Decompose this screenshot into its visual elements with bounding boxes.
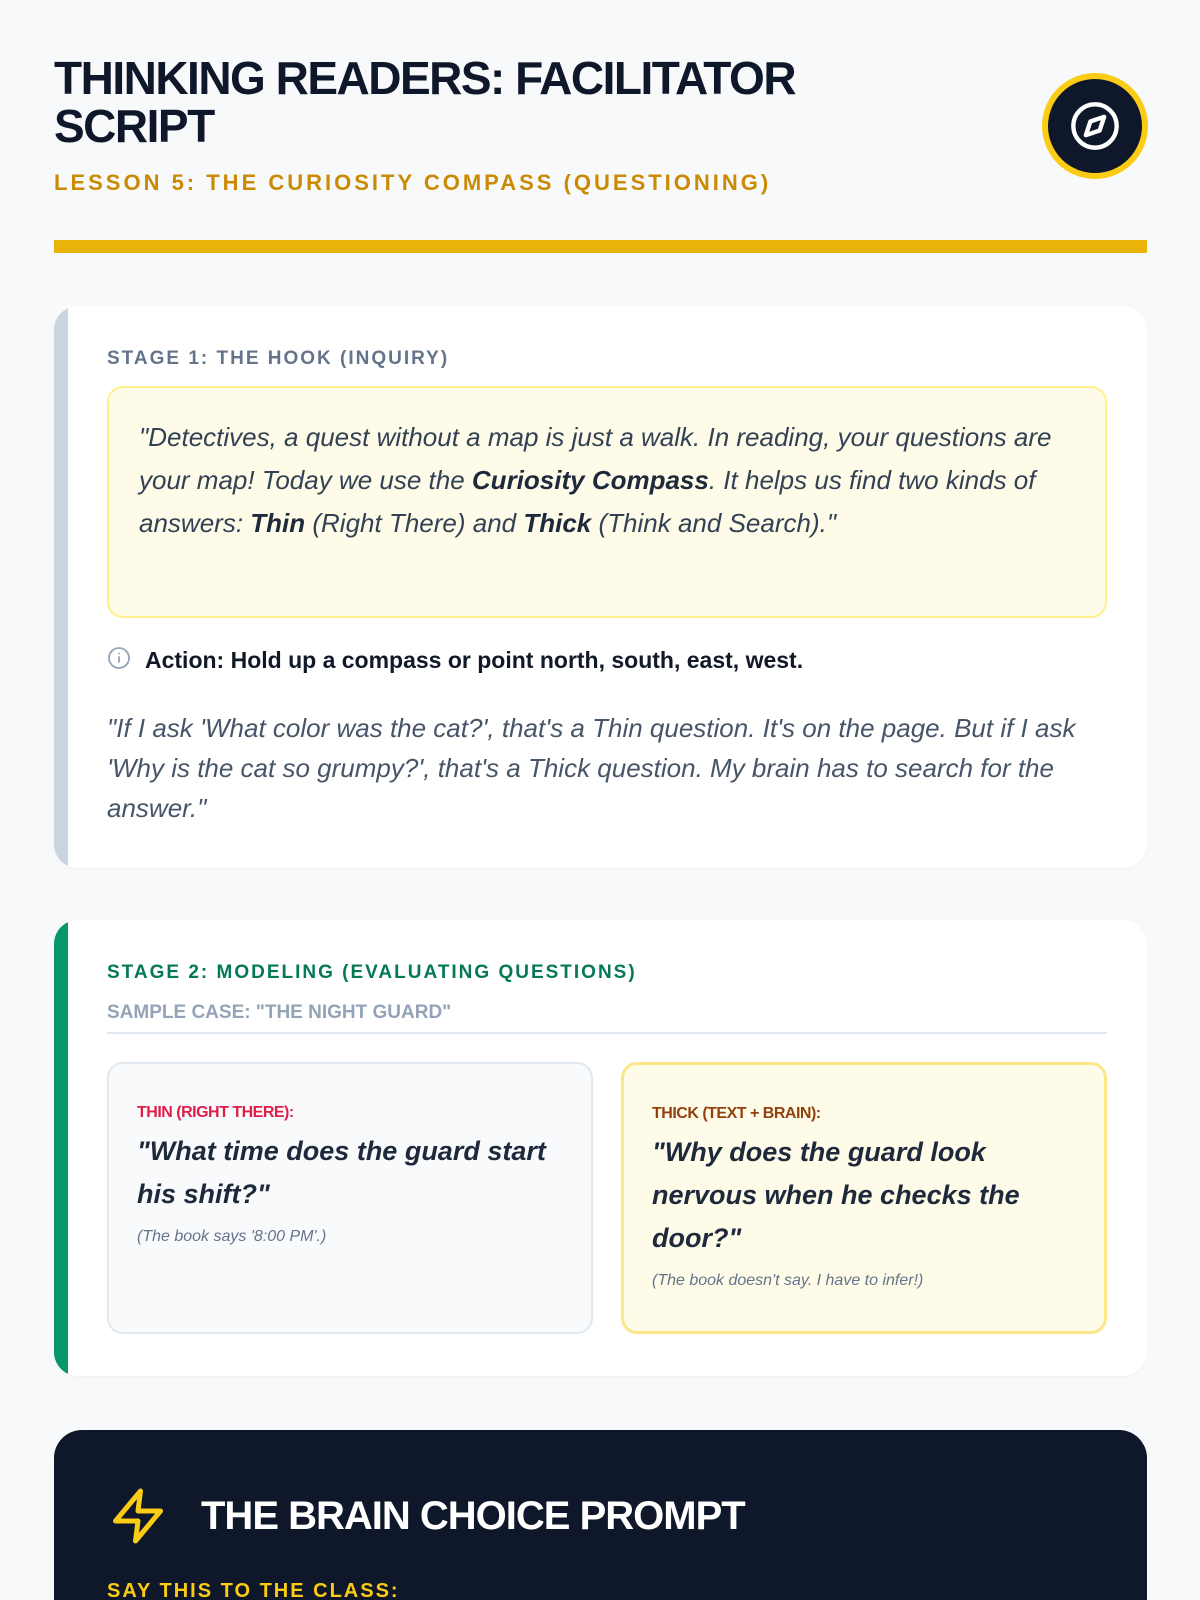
thin-question-box: [107, 1062, 593, 1334]
example-script-quote: "If I ask 'What color was the cat?', that's a Thin question. It's on the page. But if I ask 'Why is the cat so grumpy?', that's a Thick question. My brain has to search for the answer.": [107, 713, 1076, 823]
thick-question-label: THICK (TEXT + BRAIN):: [652, 1105, 821, 1122]
lightning-icon: [108, 1484, 168, 1553]
hook-quote-text: "Detectives, a quest without a map is just a walk. In reading, your questions are your map! Today we use the: [139, 422, 1052, 495]
thick-question-box: [621, 1062, 1107, 1334]
lesson-subtitle: LESSON 5: THE CURIOSITY COMPASS (QUESTIONING): [54, 170, 772, 195]
stage-2-accent-bar: [54, 920, 68, 1376]
thin-question-text: "What time does the guard start his shift?": [137, 1136, 546, 1209]
page-title: THINKING READERS: FACILITATOR SCRIPT: [54, 52, 796, 152]
stage-1-heading: STAGE 1: THE HOOK (INQUIRY): [107, 348, 450, 369]
thin-question-label: THIN (RIGHT THERE):: [137, 1104, 294, 1121]
stage-2-card: [54, 920, 1147, 1376]
hook-script-quote: [107, 386, 1107, 618]
page-header: [54, 0, 1147, 254]
thin-term: Thin: [250, 508, 306, 538]
thick-term: Thick: [523, 508, 592, 538]
action-instruction: [107, 646, 803, 675]
thick-question-text: "Why does the guard look nervous when he checks the door?": [652, 1137, 1020, 1253]
info-icon: [107, 646, 131, 675]
compass-icon: [1042, 73, 1148, 179]
facilitator-script-page: [54, 0, 1147, 1600]
curiosity-compass-term: Curiosity Compass: [471, 465, 709, 495]
action-text: Action: Hold up a compass or point north, south, east, west.: [145, 647, 804, 673]
hook-quote-text: . It helps us find two kinds of answers:: [139, 465, 1036, 538]
thin-question-note: (The book says '8:00 PM'.): [137, 1228, 327, 1245]
stage-1-card: [54, 306, 1147, 868]
header-divider: [54, 240, 1147, 253]
hook-quote-text: (Think and Search).": [591, 508, 837, 538]
say-this-label: SAY THIS TO THE CLASS:: [107, 1580, 400, 1600]
hook-quote-text: (Right There) and: [305, 508, 524, 538]
brain-choice-prompt-card: [54, 1430, 1147, 1600]
brain-choice-title: THE BRAIN CHOICE PROMPT: [201, 1494, 745, 1538]
sample-case-divider: [107, 1032, 1107, 1034]
stage-1-accent-bar: [54, 306, 68, 868]
stage-2-heading: STAGE 2: MODELING (EVALUATING QUESTIONS): [107, 962, 637, 983]
sample-case-label: SAMPLE CASE: "THE NIGHT GUARD": [107, 1002, 452, 1023]
thick-question-note: (The book doesn't say. I have to infer!): [652, 1272, 924, 1289]
